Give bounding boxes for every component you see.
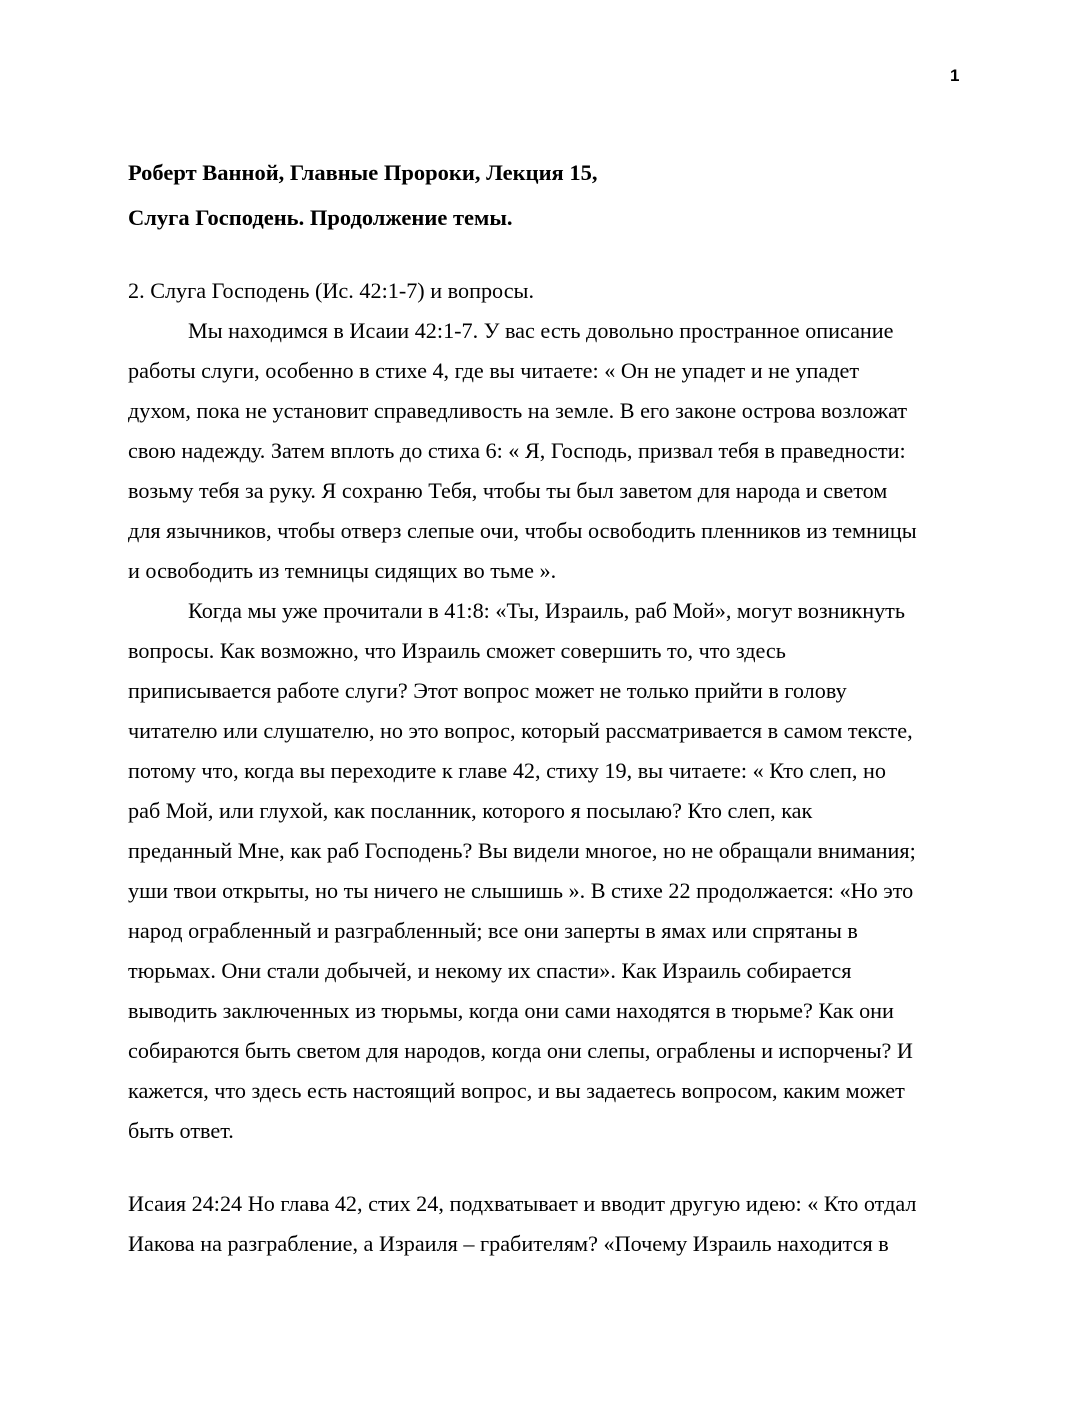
text-line: кажется, что здесь есть настоящий вопрос, и вы задаетесь вопросом, каким может (128, 1078, 905, 1103)
text-line: Исаия 24:24 Но глава 42, стих 24, подхватывает и вводит другую идею: « Кто отдал (128, 1191, 917, 1216)
text-line: уши твои открыты, но ты ничего не слышишь ». В стихе 22 продолжается: «Но это (128, 878, 914, 903)
text-line: и освободить из темницы сидящих во тьме ». (128, 558, 557, 583)
text-line: потому что, когда вы переходите к главе 42, стиху 19, вы читаете: « Кто слеп, но (128, 758, 886, 783)
text-line: Когда мы уже прочитали в 41:8: «Ты, Израиль, раб Мой», могут возникнуть (188, 598, 905, 623)
text-line: преданный Мне, как раб Господень? Вы видели многое, но не обращали внимания; (128, 838, 916, 863)
text-line: Иакова на разграбление, а Израиля – грабителям? «Почему Израиль находится в (128, 1231, 889, 1256)
text-line: приписывается работе слуги? Этот вопрос может не только прийти в голову (128, 678, 847, 703)
text-line: Мы находимся в Исаии 42:1-7. У вас есть довольно пространное описание (188, 318, 894, 343)
text-line: выводить заключенных из тюрьмы, когда они сами находятся в тюрьме? Как они (128, 998, 894, 1023)
text-line: народ ограбленный и разграбленный; все они заперты в ямах или спрятаны в (128, 918, 858, 943)
paragraph-isaiah-42-24 (128, 1184, 968, 1264)
paragraph-servant-description (128, 311, 968, 591)
text-line: тюрьмах. Они стали добычей, и некому их спасти». Как Израиль собирается (128, 958, 852, 983)
text-line: быть ответ. (128, 1118, 234, 1143)
text-line: духом, пока не установит справедливость на земле. В его законе острова возложат (128, 398, 908, 423)
text-line: свою надежду. Затем вплоть до стиха 6: « Я, Господь, призвал тебя в праведности: (128, 438, 906, 463)
document-body (128, 153, 968, 1264)
paragraph-questions (128, 591, 968, 1151)
text-line: собираются быть светом для народов, когда они слепы, ограблены и испорчены? И (128, 1038, 913, 1063)
text-line: раб Мой, или глухой, как посланник, которого я посылаю? Кто слеп, как (128, 798, 813, 823)
text-line: работы слуги, особенно в стихе 4, где вы читаете: « Он не упадет и не упадет (128, 358, 860, 383)
lecture-subtitle: Слуга Господень. Продолжение темы. (128, 205, 513, 230)
lecture-title: Роберт Ванной, Главные Пророки, Лекция 15, (128, 160, 598, 185)
text-line: для язычников, чтобы отверз слепые очи, чтобы освободить пленников из темницы (128, 518, 917, 543)
text-line: вопросы. Как возможно, что Израиль сможет совершить то, что здесь (128, 638, 786, 663)
text-line: читателю или слушателю, но это вопрос, который рассматривается в самом тексте, (128, 718, 913, 743)
page-number: 1 (950, 66, 960, 85)
section-heading: 2. Слуга Господень (Ис. 42:1-7) и вопросы. (128, 278, 534, 303)
text-line: возьму тебя за руку. Я сохраню Тебя, чтобы ты был заветом для народа и светом (128, 478, 888, 503)
